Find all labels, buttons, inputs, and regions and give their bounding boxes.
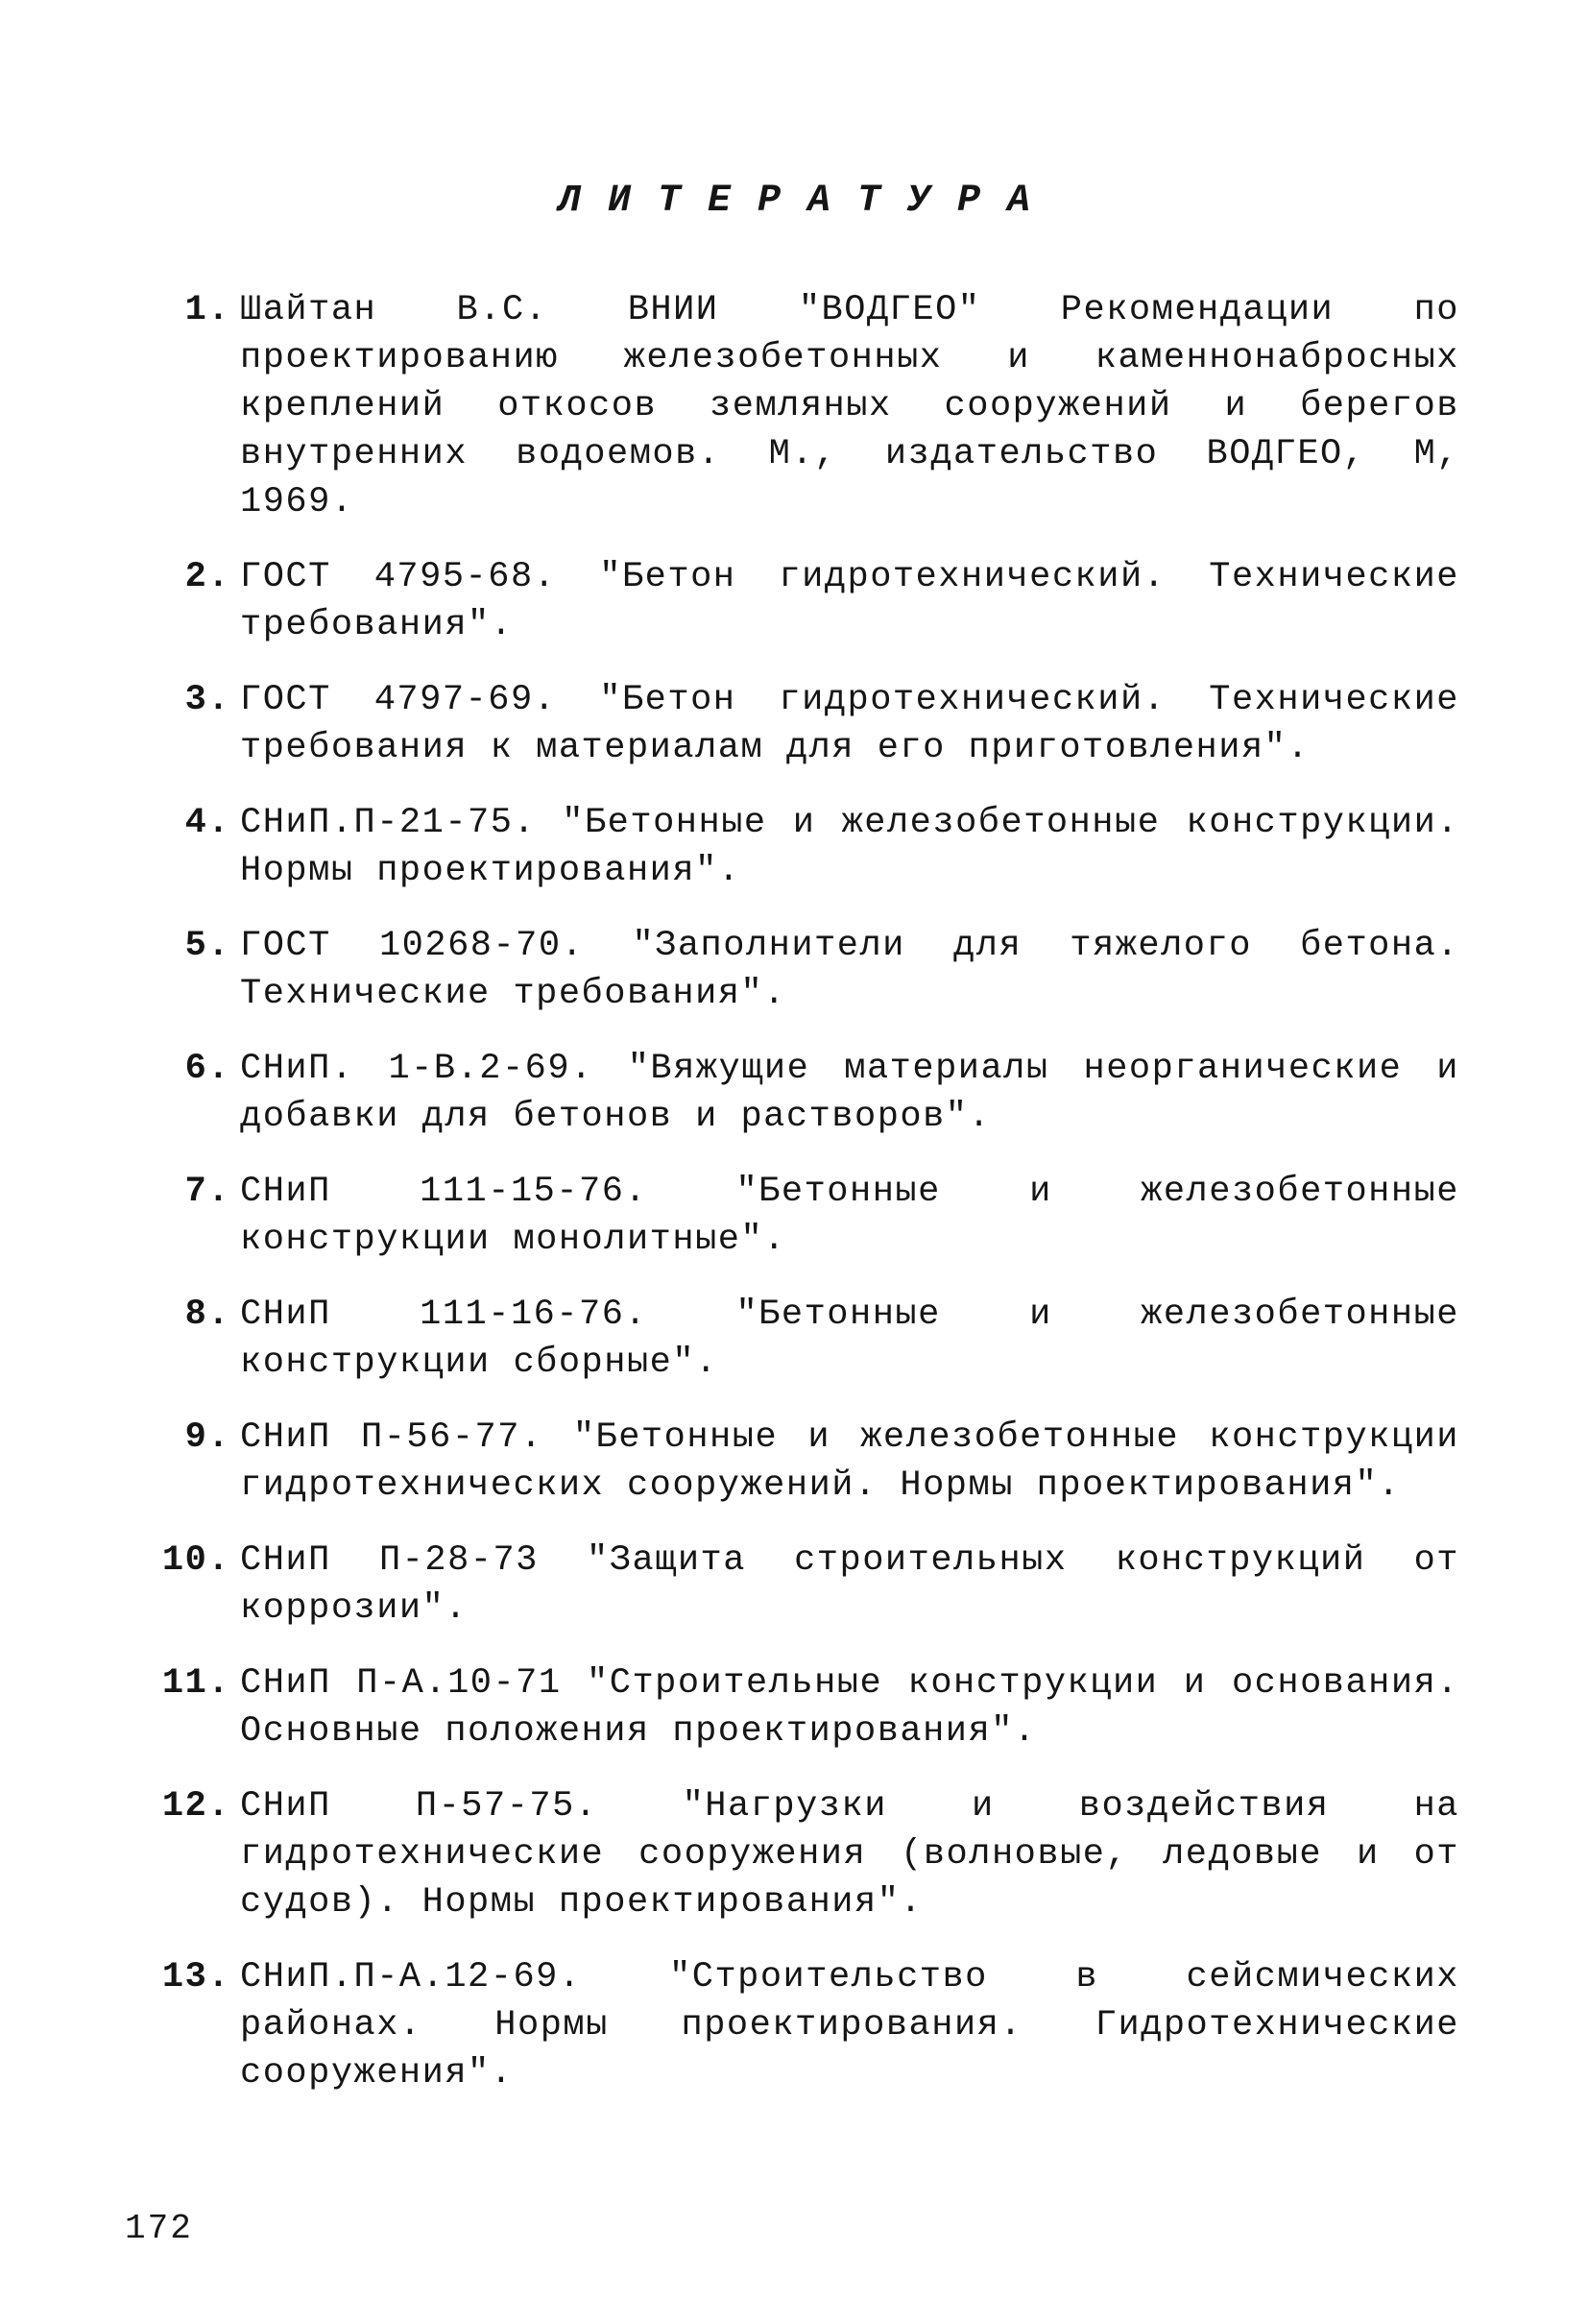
reference-text: СНиП П-А.10-71 "Строительные конструкции и основания. Основные положения проектирования". [240,1663,1459,1752]
reference-number: 11. [161,1663,230,1704]
reference-item [144,1537,1459,1633]
reference-text: ГОСТ 10268-70. "Заполнители для тяжелого бетона. Технические требования". [240,926,1459,1014]
reference-number: 1. [184,290,230,330]
reference-text: СНиП П-57-75. "Нагрузки и воздействия на гидротехнические сооружения (волновые, ледовые и от судов). Нормы проектирования". [240,1786,1459,1923]
reference-number: 2. [184,557,230,597]
reference-item [144,1782,1459,1926]
reference-number: 6. [184,1049,230,1089]
reference-number: 8. [184,1295,230,1335]
reference-text: СНиП.П-21-75. "Бетонные и железобетонные конструкции. Нормы проектирования". [240,803,1459,891]
reference-item [144,1045,1459,1141]
reference-text: СНиП. 1-В.2-69. "Вяжущие материалы неорганические и добавки для бетонов и растворов". [240,1049,1459,1137]
reference-list [144,286,1459,2124]
reference-text: ГОСТ 4797-69. "Бетон гидротехнический. Технические требования к материалам для его приготовления". [240,680,1459,768]
reference-item [144,286,1459,526]
reference-number: 4. [184,803,230,843]
reference-item [144,676,1459,772]
reference-item [144,553,1459,649]
reference-text: СНиП П-28-73 "Защита строительных конструкций от коррозии". [240,1540,1459,1629]
reference-item [144,1659,1459,1755]
reference-text: СНиП.П-А.12-69. "Строительство в сейсмических районах. Нормы проектирования. Гидротехнические сооружения". [240,1957,1459,2094]
page-title: ЛИТЕРАТУРА [557,179,1058,223]
reference-item [144,799,1459,895]
reference-number: 5. [184,926,230,966]
reference-number: 13. [161,1957,230,1997]
reference-text: Шайтан В.С. ВНИИ "ВОДГЕО" Рекомендации по проектированию железобетонных и каменнонабросных креплений откосов земляных сооружений и берегов внутренних водоемов. М., издательство ВОДГЕО, М, 1969. [240,290,1459,522]
reference-item [144,1168,1459,1264]
reference-number: 3. [184,680,230,720]
reference-item [144,1953,1459,2097]
reference-number: 7. [184,1172,230,1212]
reference-number: 9. [184,1417,230,1458]
page-number: 172 [125,2209,193,2248]
reference-item [144,1414,1459,1510]
reference-text: СНиП П-56-77. "Бетонные и железобетонные конструкции гидротехнических сооружений. Нормы проектирования". [240,1417,1459,1506]
reference-text: СНиП 111-16-76. "Бетонные и железобетонные конструкции сборные". [240,1295,1459,1383]
reference-item [144,1291,1459,1387]
reference-text: СНиП 111-15-76. "Бетонные и железобетонные конструкции монолитные". [240,1172,1459,1260]
reference-number: 12. [161,1786,230,1827]
reference-text: ГОСТ 4795-68. "Бетон гидротехнический. Технические требования". [240,557,1459,645]
reference-number: 10. [161,1540,230,1581]
reference-item [144,922,1459,1018]
